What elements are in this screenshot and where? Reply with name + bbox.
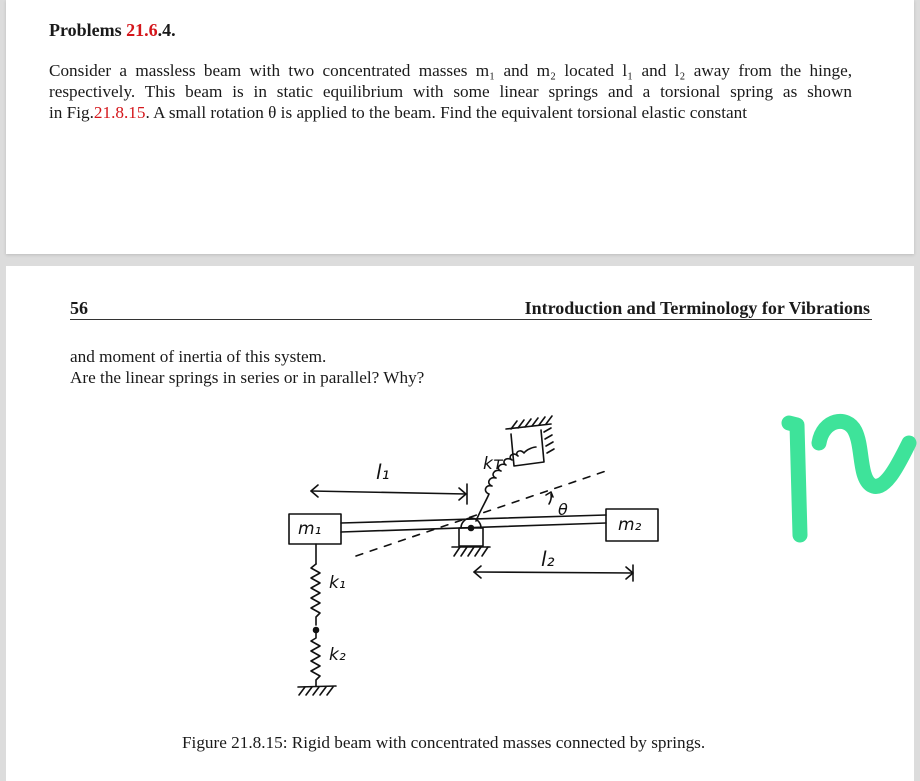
score-text: 12 [775,405,777,406]
l1-dimension [311,491,466,494]
label-l1: l₁ [376,460,390,484]
running-header-title: Introduction and Terminology for Vibrations [524,298,870,318]
figure-caption: Figure 21.8.15: Rigid beam with concentrated masses connected by springs. [182,733,706,752]
linear-spring-k1 [311,564,320,625]
ground [298,686,336,687]
label-theta: θ [558,500,568,519]
problem-line-1: Consider a massless beam with two concentrated masses m₁ and m₂ located l₁ and l₂ away from the hinge, [49,61,852,80]
linear-spring-k2 [311,632,320,686]
problem-line-2: respectively. This beam is in static equilibrium with some linear springs and a torsional spring as shown [49,82,852,101]
problem-section-link[interactable]: 21.6 [126,20,158,40]
label-l2: l₂ [541,547,555,571]
label-kT: kᴛ [483,454,503,474]
figure-ref-link[interactable]: 21.8.15 [93,103,146,122]
label-m1: m₁ [298,519,322,539]
rotated-beam-dashed [356,471,606,556]
problem-statement [49,60,852,123]
continuation-line-1: and moment of inertia of this system. [70,347,327,366]
l2-dimension [474,572,633,573]
continuation-line-2: Are the linear springs in series or in parallel? Why? [70,368,425,387]
theta-arc [549,494,551,504]
label-k2: k₂ [329,645,346,665]
torsional-support [511,430,544,466]
problem-page [6,0,914,254]
problem-heading: Problems 21.6.4. [49,20,176,40]
label-m2: m₂ [618,515,642,535]
label-k1: k₁ [329,573,346,593]
problem-line-3: in Fig.21.8.15. A small rotation θ is applied to the beam. Find the equivalent torsional elastic constant [49,103,748,122]
page-number: 56 [70,298,88,318]
handwritten-score-annotation [775,405,920,555]
